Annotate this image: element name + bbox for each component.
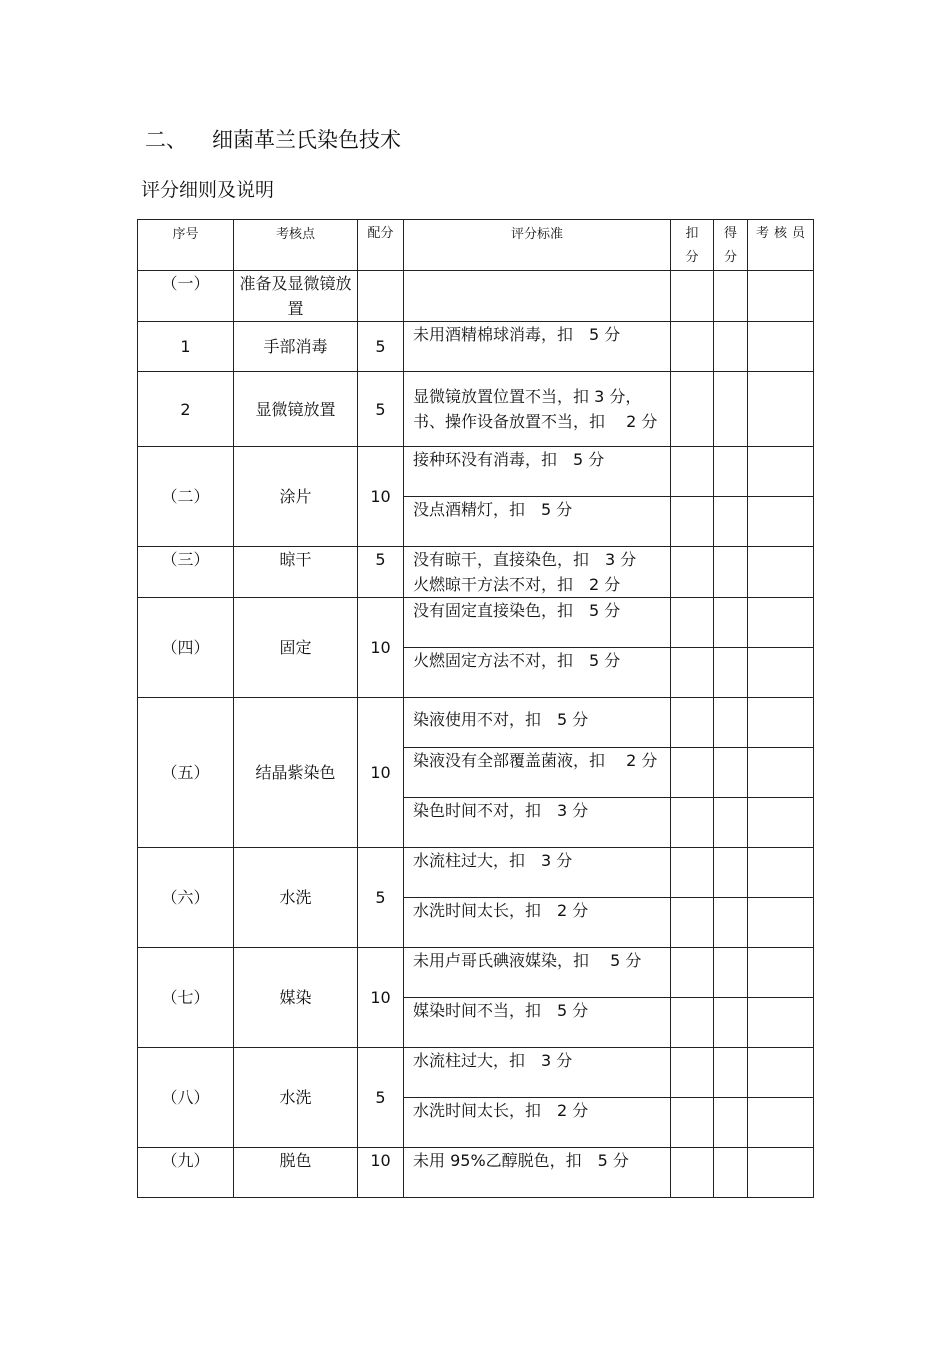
table-row <box>138 547 814 598</box>
row-criteria: 水洗时间太长，扣 2 分 <box>404 898 671 948</box>
row-gain-cell <box>714 447 748 497</box>
row-score: 10 <box>358 698 404 848</box>
row-seq: （八） <box>138 1048 234 1148</box>
row-deduct-cell <box>671 598 714 648</box>
row-examiner-cell <box>748 698 814 748</box>
row-criteria: 没有晾干，直接染色，扣 3 分 火燃晾干方法不对，扣 2 分 <box>404 547 671 598</box>
row-gain-cell <box>714 798 748 848</box>
row-criteria: 染液使用不对，扣 5 分 <box>404 698 671 748</box>
section-heading <box>145 130 401 151</box>
table-row <box>138 848 814 898</box>
section-number: 二、 <box>145 128 187 152</box>
row-criteria: 没点酒精灯，扣 5 分 <box>404 497 671 547</box>
subtitle: 评分细则及说明 <box>141 179 275 201</box>
row-seq: （四） <box>138 598 234 698</box>
header-seq: 序号 <box>138 220 234 271</box>
row-examiner-cell <box>748 547 814 598</box>
row-seq: 1 <box>138 322 234 372</box>
row-gain-cell <box>714 497 748 547</box>
header-point: 考核点 <box>234 220 358 271</box>
row-score: 10 <box>358 1148 404 1198</box>
row-point: 媒染 <box>234 948 358 1048</box>
row-deduct-cell <box>671 322 714 372</box>
row-criteria: 未用 95%乙醇脱色，扣 5 分 <box>404 1148 671 1198</box>
table-row <box>138 271 814 322</box>
row-deduct-cell <box>671 648 714 698</box>
row-point: 手部消毒 <box>234 322 358 372</box>
row-gain-cell <box>714 848 748 898</box>
row-deduct-cell <box>671 1148 714 1198</box>
row-deduct-cell <box>671 447 714 497</box>
row-examiner-cell <box>748 898 814 948</box>
row-score <box>358 271 404 322</box>
row-criteria: 显微镜放置位置不当，扣 3 分，书、操作设备放置不当，扣 2 分 <box>404 372 671 447</box>
row-criteria: 水洗时间太长，扣 2 分 <box>404 1098 671 1148</box>
row-deduct-cell <box>671 271 714 322</box>
table-row <box>138 372 814 447</box>
header-deduct: 扣分 <box>671 220 714 271</box>
row-deduct-cell <box>671 748 714 798</box>
row-gain-cell <box>714 547 748 598</box>
row-examiner-cell <box>748 447 814 497</box>
row-seq: （七） <box>138 948 234 1048</box>
header-examiner: 考 核 员 <box>748 220 814 271</box>
row-deduct-cell <box>671 998 714 1048</box>
table-row <box>138 1048 814 1098</box>
row-deduct-cell <box>671 948 714 998</box>
row-deduct-cell <box>671 1098 714 1148</box>
row-deduct-cell <box>671 497 714 547</box>
row-gain-cell <box>714 648 748 698</box>
row-examiner-cell <box>748 497 814 547</box>
row-score: 10 <box>358 948 404 1048</box>
row-criteria: 未用酒精棉球消毒，扣 5 分 <box>404 322 671 372</box>
row-deduct-cell <box>671 798 714 848</box>
row-deduct-cell <box>671 547 714 598</box>
header-gain: 得分 <box>714 220 748 271</box>
row-gain-cell <box>714 898 748 948</box>
row-criteria: 媒染时间不当，扣 5 分 <box>404 998 671 1048</box>
row-gain-cell <box>714 998 748 1048</box>
row-gain-cell <box>714 322 748 372</box>
row-examiner-cell <box>748 271 814 322</box>
table-row <box>138 948 814 998</box>
row-criteria: 水流柱过大，扣 3 分 <box>404 1048 671 1098</box>
row-score: 5 <box>358 372 404 447</box>
row-criteria: 水流柱过大，扣 3 分 <box>404 848 671 898</box>
row-criteria: 染色时间不对，扣 3 分 <box>404 798 671 848</box>
row-seq: （五） <box>138 698 234 848</box>
row-point: 水洗 <box>234 848 358 948</box>
row-point: 准备及显微镜放置 <box>234 271 358 322</box>
row-score: 10 <box>358 447 404 547</box>
header-score: 配分 <box>358 220 404 271</box>
row-deduct-cell <box>671 898 714 948</box>
row-criteria: 染液没有全部覆盖菌液，扣 2 分 <box>404 748 671 798</box>
row-criteria <box>404 271 671 322</box>
row-point: 晾干 <box>234 547 358 598</box>
row-criteria: 接种环没有消毒，扣 5 分 <box>404 447 671 497</box>
row-gain-cell <box>714 1148 748 1198</box>
row-seq: 2 <box>138 372 234 447</box>
row-gain-cell <box>714 948 748 998</box>
table-row <box>138 447 814 497</box>
row-point: 固定 <box>234 598 358 698</box>
row-examiner-cell <box>748 748 814 798</box>
scoring-table <box>137 219 814 1198</box>
row-examiner-cell <box>748 948 814 998</box>
row-point: 结晶紫染色 <box>234 698 358 848</box>
row-gain-cell <box>714 598 748 648</box>
table-row <box>138 1148 814 1198</box>
row-gain-cell <box>714 748 748 798</box>
row-examiner-cell <box>748 1148 814 1198</box>
row-examiner-cell <box>748 798 814 848</box>
row-deduct-cell <box>671 1048 714 1098</box>
row-examiner-cell <box>748 322 814 372</box>
row-gain-cell <box>714 698 748 748</box>
row-score: 5 <box>358 322 404 372</box>
row-point: 脱色 <box>234 1148 358 1198</box>
table-row <box>138 698 814 748</box>
row-gain-cell <box>714 1048 748 1098</box>
row-gain-cell <box>714 372 748 447</box>
row-deduct-cell <box>671 848 714 898</box>
row-gain-cell <box>714 271 748 322</box>
row-score: 5 <box>358 1048 404 1148</box>
row-criteria: 火燃固定方法不对，扣 5 分 <box>404 648 671 698</box>
row-examiner-cell <box>748 648 814 698</box>
header-row <box>138 220 814 271</box>
row-seq: （六） <box>138 848 234 948</box>
row-examiner-cell <box>748 848 814 898</box>
row-criteria: 未用卢哥氏碘液媒染，扣 5 分 <box>404 948 671 998</box>
scoring-table-body <box>138 220 814 1198</box>
row-gain-cell <box>714 1098 748 1148</box>
section-title: 细菌革兰氏染色技术 <box>212 128 401 152</box>
row-examiner-cell <box>748 372 814 447</box>
row-score: 10 <box>358 598 404 698</box>
row-score: 5 <box>358 848 404 948</box>
row-score: 5 <box>358 547 404 598</box>
row-examiner-cell <box>748 998 814 1048</box>
row-deduct-cell <box>671 698 714 748</box>
row-examiner-cell <box>748 598 814 648</box>
row-seq: （二） <box>138 447 234 547</box>
row-examiner-cell <box>748 1098 814 1148</box>
row-seq: （三） <box>138 547 234 598</box>
table-row <box>138 598 814 648</box>
row-point: 水洗 <box>234 1048 358 1148</box>
row-point: 显微镜放置 <box>234 372 358 447</box>
table-row <box>138 322 814 372</box>
header-criteria: 评分标准 <box>404 220 671 271</box>
row-seq: （一） <box>138 271 234 322</box>
row-criteria: 没有固定直接染色，扣 5 分 <box>404 598 671 648</box>
row-deduct-cell <box>671 372 714 447</box>
row-seq: （九） <box>138 1148 234 1198</box>
row-point: 涂片 <box>234 447 358 547</box>
row-examiner-cell <box>748 1048 814 1098</box>
